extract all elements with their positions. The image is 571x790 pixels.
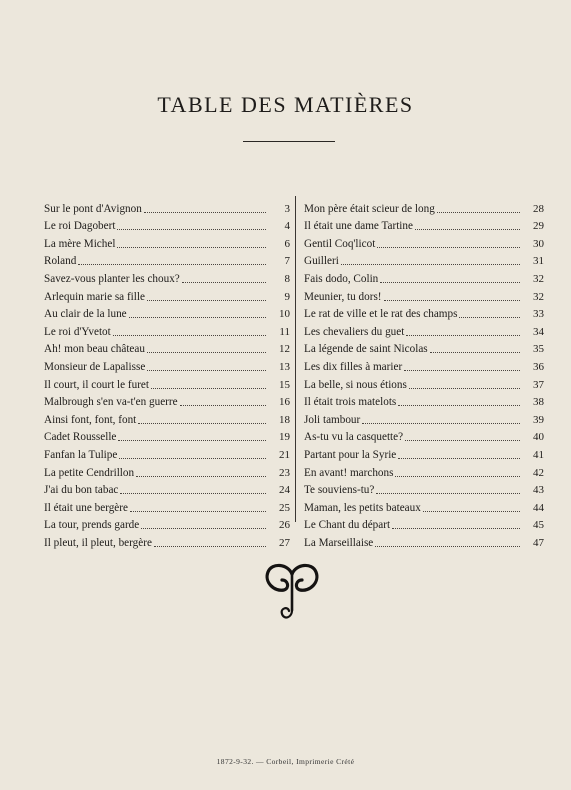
toc-entry xyxy=(44,286,290,304)
toc-entry-title: Fais dodo, Colin xyxy=(304,272,379,285)
toc-entry xyxy=(44,321,290,339)
toc-entry xyxy=(304,427,544,445)
toc-entry-title: Le roi d'Yvetot xyxy=(44,325,111,338)
toc-entry xyxy=(304,409,544,427)
toc-entry-page: 45 xyxy=(533,519,544,532)
toc-left-column xyxy=(44,198,290,550)
toc-entry xyxy=(304,286,544,304)
toc-entry-page: 38 xyxy=(533,396,544,409)
dot-leader xyxy=(437,212,520,213)
toc-entry-page: 30 xyxy=(533,237,544,250)
toc-entry-title: Partant pour la Syrie xyxy=(304,448,397,461)
toc-entry-page: 19 xyxy=(279,431,290,444)
toc-entry-page: 28 xyxy=(533,202,544,215)
toc-entry-page: 43 xyxy=(533,484,544,497)
toc-entry-title: Savez-vous planter les choux? xyxy=(44,272,180,285)
toc-entry-title: Ah! mon beau château xyxy=(44,343,145,356)
toc-entry-title: As-tu vu la casquette? xyxy=(304,431,404,444)
dot-leader xyxy=(113,335,266,336)
toc-entry-title: En avant! marchons xyxy=(304,466,394,479)
toc-entry xyxy=(44,409,290,427)
dot-leader xyxy=(147,300,266,301)
toc-entry xyxy=(44,515,290,533)
dot-leader xyxy=(118,440,266,441)
toc-entry xyxy=(44,532,290,550)
toc-entry xyxy=(44,198,290,216)
toc-entry xyxy=(304,374,544,392)
toc-entry-page: 12 xyxy=(279,343,290,356)
toc-entry xyxy=(304,515,544,533)
toc-entry-page: 36 xyxy=(533,360,544,373)
toc-entry-page: 32 xyxy=(533,272,544,285)
dot-leader xyxy=(384,300,520,301)
dot-leader xyxy=(406,335,520,336)
toc-entry-page: 18 xyxy=(279,413,290,426)
toc-entry-title: Au clair de la lune xyxy=(44,308,127,321)
dot-leader xyxy=(154,546,266,547)
dot-leader xyxy=(423,511,520,512)
dot-leader xyxy=(376,493,520,494)
toc-entry-page: 9 xyxy=(284,290,290,303)
toc-entry-title: Il était une bergère xyxy=(44,501,128,514)
toc-entry-title: Roland xyxy=(44,255,77,268)
toc-entry-title: Te souviens-tu? xyxy=(304,484,375,497)
toc-entry-title: Il pleut, il pleut, bergère xyxy=(44,536,152,549)
toc-entry xyxy=(44,216,290,234)
toc-entry-page: 32 xyxy=(533,290,544,303)
toc-entry xyxy=(44,339,290,357)
toc-entry-page: 37 xyxy=(533,378,544,391)
toc-entry-page: 40 xyxy=(533,431,544,444)
dot-leader xyxy=(120,493,266,494)
toc-entry xyxy=(304,233,544,251)
dot-leader xyxy=(180,405,266,406)
toc-entry xyxy=(44,444,290,462)
toc-entry-page: 16 xyxy=(279,396,290,409)
toc-right-column xyxy=(304,198,544,550)
dot-leader xyxy=(404,370,520,371)
toc-entry-page: 6 xyxy=(284,237,290,250)
toc-entry xyxy=(304,444,544,462)
toc-entry-page: 23 xyxy=(279,466,290,479)
toc-entry xyxy=(44,427,290,445)
toc-entry-title: Les dix filles à marier xyxy=(304,360,403,373)
toc-entry-page: 47 xyxy=(533,536,544,549)
dot-leader xyxy=(459,317,520,318)
toc-entry xyxy=(304,339,544,357)
dot-leader xyxy=(341,264,520,265)
toc-entry xyxy=(44,497,290,515)
toc-entry xyxy=(44,268,290,286)
toc-entry xyxy=(304,198,544,216)
dot-leader xyxy=(119,458,266,459)
dot-leader xyxy=(117,247,266,248)
dot-leader xyxy=(415,229,520,230)
toc-entry-title: La mère Michel xyxy=(44,237,116,250)
toc-entry-title: Il était trois matelots xyxy=(304,396,397,409)
toc-entry xyxy=(304,532,544,550)
toc-entry xyxy=(304,251,544,269)
toc-entry-title: Mon père était scieur de long xyxy=(304,202,435,215)
toc-entry-title: Fanfan la Tulipe xyxy=(44,448,118,461)
toc-entry-title: Joli tambour xyxy=(304,413,361,426)
toc-entry-title: Il court, il court le furet xyxy=(44,378,149,391)
dot-leader xyxy=(398,405,520,406)
toc-entry-title: Cadet Rousselle xyxy=(44,431,117,444)
toc-entry-page: 15 xyxy=(279,378,290,391)
toc-entry xyxy=(304,216,544,234)
toc-entry-title: La petite Cendrillon xyxy=(44,466,135,479)
dot-leader xyxy=(392,528,520,529)
toc-entry-title: Il était une dame Tartine xyxy=(304,220,413,233)
toc-entry xyxy=(304,462,544,480)
toc-entry-page: 13 xyxy=(279,360,290,373)
dot-leader xyxy=(147,352,266,353)
toc-entry-title: Monsieur de Lapalisse xyxy=(44,360,146,373)
toc-entry-title: J'ai du bon tabac xyxy=(44,484,119,497)
dot-leader xyxy=(78,264,266,265)
dot-leader xyxy=(144,212,266,213)
toc-entry xyxy=(304,392,544,410)
toc-entry-title: Les chevaliers du guet xyxy=(304,325,405,338)
toc-entry-title: Arlequin marie sa fille xyxy=(44,290,145,303)
toc-entry-page: 27 xyxy=(279,536,290,549)
dot-leader xyxy=(130,511,266,512)
dot-leader xyxy=(129,317,266,318)
toc-entry-title: Guilleri xyxy=(304,255,339,268)
dot-leader xyxy=(362,423,520,424)
page-title: TABLE DES MATIÈRES xyxy=(157,92,414,117)
toc-entry-title: La tour, prends garde xyxy=(44,519,140,532)
toc-entry xyxy=(44,233,290,251)
toc-entry-title: Meunier, tu dors! xyxy=(304,290,382,303)
toc-entry-page: 11 xyxy=(279,325,290,338)
dot-leader xyxy=(141,528,266,529)
toc-entry-page: 33 xyxy=(533,308,544,321)
dot-leader xyxy=(377,247,520,248)
toc-entry-page: 25 xyxy=(279,501,290,514)
toc-entry-page: 34 xyxy=(533,325,544,338)
toc-entry xyxy=(44,304,290,322)
toc-entry xyxy=(44,392,290,410)
toc-entry-title: Le Chant du départ xyxy=(304,519,391,532)
dot-leader xyxy=(136,476,266,477)
toc-entry-page: 41 xyxy=(533,448,544,461)
toc-entry xyxy=(44,480,290,498)
toc-entry-page: 44 xyxy=(533,501,544,514)
toc-entry-page: 3 xyxy=(284,202,290,215)
dot-leader xyxy=(147,370,266,371)
toc-entry-page: 35 xyxy=(533,343,544,356)
toc-entry xyxy=(304,480,544,498)
heart-scroll-ornament-icon xyxy=(262,560,322,635)
toc-entry xyxy=(304,497,544,515)
toc-entry-title: Malbrough s'en va-t'en guerre xyxy=(44,396,178,409)
toc-entry-title: Le rat de ville et le rat des champs xyxy=(304,308,458,321)
dot-leader xyxy=(138,423,266,424)
toc-entry-page: 42 xyxy=(533,466,544,479)
toc-entry-page: 21 xyxy=(279,448,290,461)
toc-entry xyxy=(44,356,290,374)
toc-entry-page: 24 xyxy=(279,484,290,497)
toc-entry-page: 31 xyxy=(533,255,544,268)
dot-leader xyxy=(409,388,520,389)
column-divider xyxy=(295,196,296,522)
toc-entry xyxy=(44,251,290,269)
dot-leader xyxy=(380,282,520,283)
toc-entry-title: Ainsi font, font, font xyxy=(44,413,137,426)
toc-entry xyxy=(304,321,544,339)
dot-leader xyxy=(375,546,520,547)
toc-entry-title: La légende de saint Nicolas xyxy=(304,343,428,356)
toc-entry xyxy=(304,304,544,322)
toc-entry-page: 39 xyxy=(533,413,544,426)
toc-entry-page: 29 xyxy=(533,220,544,233)
dot-leader xyxy=(182,282,266,283)
toc-entry-page: 8 xyxy=(284,272,290,285)
dot-leader xyxy=(395,476,520,477)
toc-entry xyxy=(44,374,290,392)
toc-entry-title: La belle, si nous étions xyxy=(304,378,407,391)
toc-entry-page: 26 xyxy=(279,519,290,532)
toc-entry-title: Gentil Coq'licot xyxy=(304,237,376,250)
toc-entry-title: Le roi Dagobert xyxy=(44,220,116,233)
toc-entry xyxy=(304,268,544,286)
toc-entry-page: 7 xyxy=(284,255,290,268)
dot-leader xyxy=(430,352,520,353)
toc-entry-page: 10 xyxy=(279,308,290,321)
dot-leader xyxy=(405,440,520,441)
toc-entry-page: 4 xyxy=(284,220,290,233)
toc-entry-title: La Marseillaise xyxy=(304,536,374,549)
toc-entry xyxy=(304,356,544,374)
dot-leader xyxy=(398,458,520,459)
printer-imprint: 1872-9-32. — Corbeil, Imprimerie Crété xyxy=(216,757,355,766)
dot-leader xyxy=(117,229,266,230)
toc-entry-title: Maman, les petits bateaux xyxy=(304,501,421,514)
toc-entry-title: Sur le pont d'Avignon xyxy=(44,202,142,215)
title-underline xyxy=(243,141,335,142)
dot-leader xyxy=(151,388,266,389)
toc-entry xyxy=(44,462,290,480)
